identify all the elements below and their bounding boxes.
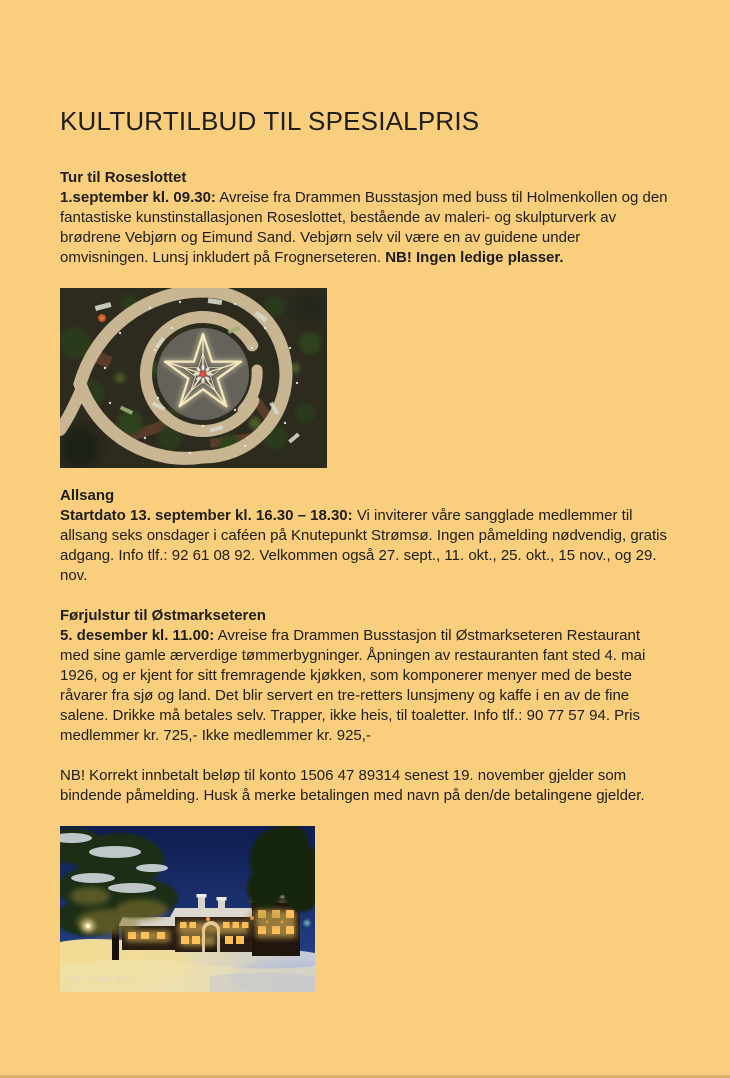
- event-description: Vi inviterer våre sangglade medlemmer til allsang seks onsdager i caféen på Knutepunkt Strømsø. Ingen påmelding nødvendig, gratis adgang. Info tlf.: 92 61 08 92. Velkommen også 27. sept., 11. okt., 25. okt., 15 nov., og 29. nov.: [60, 507, 668, 584]
- roseslottet-photo: [60, 288, 327, 468]
- event-section-allsang: [60, 486, 672, 586]
- page-title: KULTURTILBUD TIL SPESIALPRIS: [60, 106, 480, 136]
- event-description: Avreise fra Drammen Busstasjon med buss til Holmenkollen og den fantastiske kunstinstallasjonen Roseslottet, bestående av maleri- og skulpturverk av brødrene Vebjørn og Eimund Sand. Vebjørn selv vil være en av guidene under omvisningen. Lunsj inkludert på Frognerseteren.: [60, 189, 668, 266]
- event-datetime: 5. desember kl. 11.00:: [60, 627, 215, 644]
- event-datetime: Startdato 13. september kl. 16.30 – 18.30:: [60, 507, 353, 524]
- ostmarkseteren-winter-illustration: [60, 826, 315, 992]
- event-section-ostmarkseteren: [60, 606, 672, 746]
- roseslottet-aerial-illustration: [60, 288, 327, 468]
- payment-note: NB! Korrekt innbetalt beløp til konto 1506 47 89314 senest 19. november gjelder som bindende påmelding. Husk å merke betalingen med navn på den/de betalingene gjelder.: [60, 767, 645, 804]
- event-description: Avreise fra Drammen Busstasjon til Østmarkseteren Restaurant med sine gamle ærverdige tømmerbygninger. Åpningen av restauranten fant sted 4. mai 1926, og er kjent for sitt fremragende kjøkken, som komponerer menyer med de beste råvarer fra sjø og land. Det blir servert en tre-retters lunsjmeny og kaffe i en av de fine salene. Drikke må betales selv. Trapper, ikke heis, til toaletter. Info tlf.: 90 77 57 94. Pris medlemmer kr. 725,- Ikke medlemmer kr. 925,-: [60, 627, 646, 744]
- event-heading: Førjulstur til Østmarkseteren: [60, 607, 266, 624]
- photo-credit: Foto: Espen Bratlie: [68, 974, 140, 983]
- event-section-roseslottet: [60, 168, 672, 268]
- event-note: NB! Ingen ledige plasser.: [385, 249, 564, 266]
- event-heading: Allsang: [60, 487, 115, 504]
- ostmarkseteren-photo: [60, 826, 315, 992]
- event-heading: Tur til Roseslottet: [60, 169, 187, 186]
- event-datetime: 1.september kl. 09.30:: [60, 189, 216, 206]
